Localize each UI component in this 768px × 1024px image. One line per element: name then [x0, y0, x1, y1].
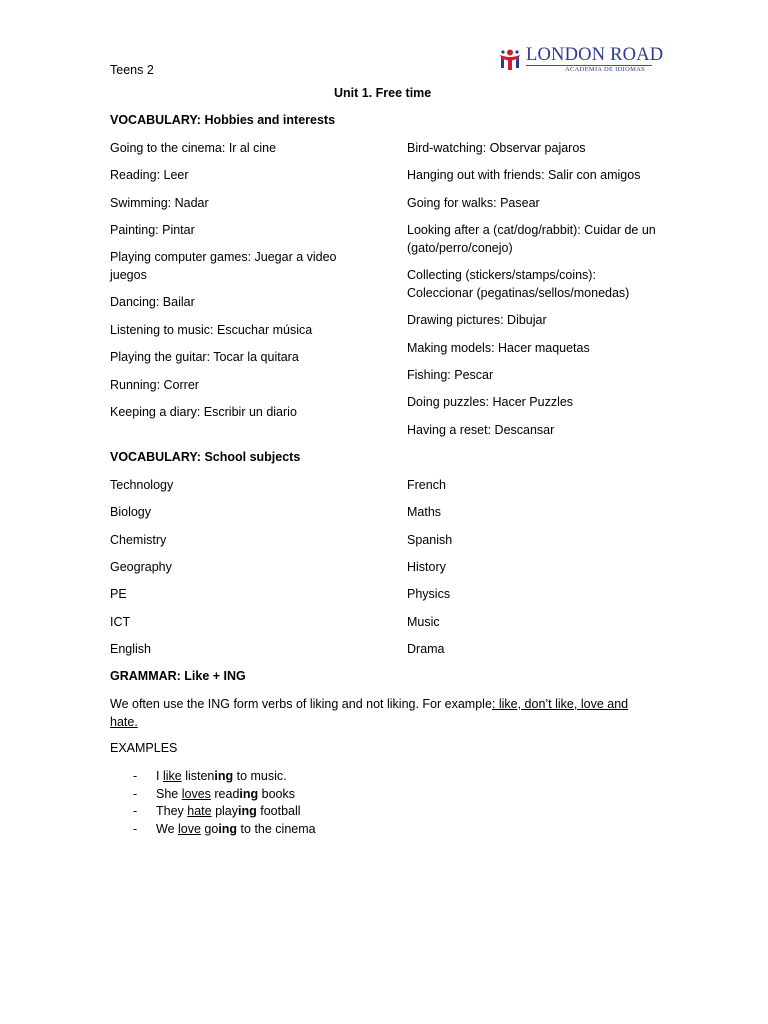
list-item: Doing puzzles: Hacer Puzzles — [407, 395, 574, 409]
grammar-intro-verbs: : like, don’t like, love and hate. — [110, 697, 629, 729]
list-item: Chemistry — [110, 533, 167, 547]
list-item: PE — [110, 587, 127, 601]
list-item: Drama — [407, 642, 445, 656]
examples-heading: EXAMPLES — [110, 741, 178, 755]
list-item: Maths — [407, 505, 442, 519]
list-item: Keeping a diary: Escribir un diario — [110, 405, 297, 419]
school-heading: VOCABULARY: School subjects — [110, 450, 301, 464]
logo-figure-icon — [497, 46, 523, 72]
list-item: Geography — [110, 560, 172, 574]
list-item: Listening to music: Escuchar música — [110, 323, 313, 337]
list-item: French — [407, 478, 446, 492]
list-item: Going to the cinema: Ir al cine — [110, 141, 277, 155]
list-item: Music — [407, 615, 440, 629]
list-item: ICT — [110, 615, 131, 629]
list-item: Fishing: Pescar — [407, 368, 494, 382]
london-road-logo — [497, 45, 664, 74]
bullet-dash: - — [133, 769, 138, 783]
list-item: Physics — [407, 587, 451, 601]
logo-subtitle: ACADEMIA DE IDIOMAS — [565, 66, 646, 73]
page-title: Unit 1. Free time — [334, 86, 432, 100]
hobbies-heading: VOCABULARY: Hobbies and interests — [110, 113, 336, 127]
example-sentence: She loves reading books — [156, 786, 295, 801]
bullet-dash: - — [133, 786, 138, 801]
list-item: Swimming: Nadar — [110, 196, 209, 210]
list-item: Painting: Pintar — [110, 223, 195, 237]
bullet-dash: - — [133, 804, 138, 818]
list-item: English — [110, 642, 151, 656]
grammar-intro-text: We often use the ING form verbs of liking and not liking. For example — [110, 697, 492, 711]
bullet-dash: - — [133, 821, 138, 836]
list-item: Spanish — [407, 533, 453, 547]
list-item: Dancing: Bailar — [110, 295, 195, 309]
list-item: Technology — [110, 478, 174, 492]
list-item: Running: Correr — [110, 378, 199, 392]
grammar-heading: GRAMMAR: Like + ING — [110, 669, 246, 683]
example-sentence: We love going to the cinema — [156, 821, 316, 836]
list-item: Bird-watching: Observar pajaros — [407, 141, 586, 155]
list-item: Looking after a (cat/dog/rabbit): Cuidar de un (gato/perro/conejo) — [407, 223, 656, 255]
grammar-intro — [110, 696, 658, 731]
level-label: Teens 2 — [110, 63, 154, 77]
list-item: Having a reset: Descansar — [407, 423, 555, 437]
list-item: Biology — [110, 505, 151, 519]
list-item: Collecting (stickers/stamps/coins): Coleccionar (pegatinas/sellos/monedas) — [407, 268, 630, 300]
example-sentence: I like listening to music. — [156, 769, 287, 783]
list-item: Playing computer games: Juegar a video juegos — [110, 250, 337, 282]
list-item: Going for walks: Pasear — [407, 196, 540, 210]
list-item: History — [407, 560, 446, 574]
logo-name: LONDON ROAD — [526, 45, 664, 65]
example-sentence: They hate playing football — [156, 804, 301, 818]
list-item: Making models: Hacer maquetas — [407, 341, 590, 355]
list-item: Hanging out with friends: Salir con amigos — [407, 168, 641, 182]
list-item: Drawing pictures: Dibujar — [407, 313, 547, 327]
list-item: Playing the guitar: Tocar la quitara — [110, 350, 299, 364]
list-item: Reading: Leer — [110, 168, 189, 182]
